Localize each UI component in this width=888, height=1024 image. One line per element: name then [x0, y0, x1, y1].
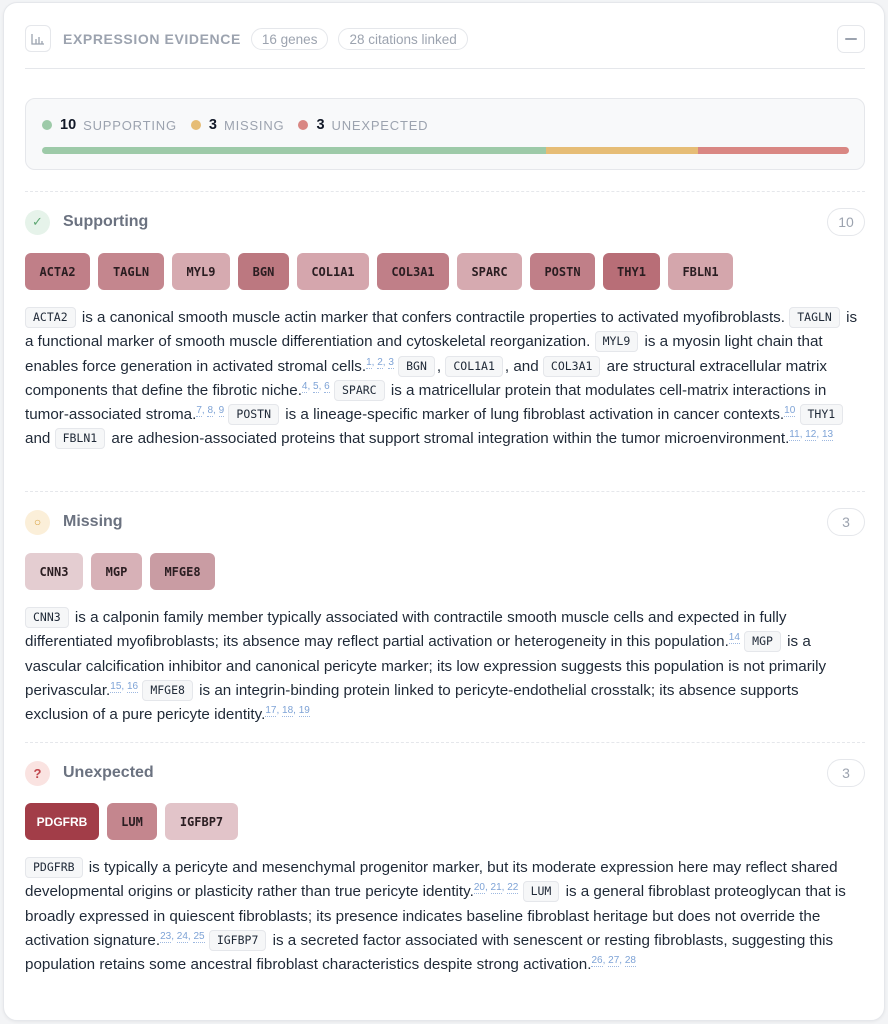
- gene-tag-mfge8[interactable]: MFGE8: [150, 553, 215, 590]
- gene-tag-myl9[interactable]: MYL9: [172, 253, 230, 290]
- citation-link[interactable]: 2: [377, 356, 383, 368]
- citation-link[interactable]: 22: [507, 882, 519, 894]
- citation-link[interactable]: 11: [789, 429, 800, 441]
- citation-link[interactable]: 24: [176, 930, 188, 942]
- gene-tag-postn[interactable]: POSTN: [530, 253, 595, 290]
- supporting-section-header: [25, 208, 865, 236]
- citation-link[interactable]: 7: [196, 405, 202, 417]
- unexpected-title: Unexpected: [63, 764, 154, 781]
- legend-missing: [191, 117, 285, 133]
- gene-code-pdgfrb: PDGFRB: [25, 857, 83, 878]
- citation-link[interactable]: 15: [110, 680, 122, 692]
- gene-code-bgn: BGN: [398, 356, 435, 377]
- gene-tag-bgn[interactable]: BGN: [238, 253, 289, 290]
- citation-link[interactable]: 13: [821, 429, 834, 441]
- missing-title: Missing: [63, 513, 123, 530]
- gene-code-mgp: MGP: [744, 631, 781, 652]
- gene-tag-tagln[interactable]: TAGLN: [98, 253, 164, 290]
- gene-code-mfge8: MFGE8: [142, 680, 193, 701]
- expression-evidence-card: [3, 2, 885, 1021]
- unexpected-section-header: [25, 759, 865, 787]
- citation-link[interactable]: 3: [388, 356, 394, 368]
- prose-text: are adhesion-associated proteins that support stromal integration within the tumor microenvironment.: [107, 430, 790, 448]
- section-title: EXPRESSION EVIDENCE: [63, 31, 241, 47]
- bar-chart-icon: [25, 25, 51, 52]
- bar-segment-unexpected: [698, 147, 849, 154]
- supporting-count-badge: 10: [827, 208, 865, 236]
- bar-segment-missing: [546, 147, 697, 154]
- unexpected-description: PDGFRB is typically a pericyte and mesenchymal progenitor marker, but its moderate expression here may reflect shared developmental origins or plasticity rather than true pericyte identity.$^{20,}$ $^{21,}$ $^{22}$ LUM is a general fibroblast proteoglycan that is broadly expressed in quiescent fibroblasts; its presence indicates baseline fibroblast heritage but does not override the activation signature.$^{23,}$ $^{24,}$ $^{25}$ IGFBP7 is a secreted factor associated with senescent or resting fibroblasts, suggesting this population retains some ancestral fibroblast characteristics despite strong activation.$^{26,}$ $^{27,}$ $^{28}$: [25, 859, 846, 974]
- gene-tag-sparc[interactable]: SPARC: [457, 253, 522, 290]
- prose-text: ,: [436, 357, 446, 375]
- unexpected-gene-tags: [25, 803, 238, 840]
- gene-code-cnn3: CNN3: [25, 607, 69, 628]
- divider: [25, 742, 865, 743]
- citation-link[interactable]: 21: [490, 882, 502, 894]
- citation-link[interactable]: 28: [624, 955, 636, 967]
- supporting-title: Supporting: [63, 213, 149, 230]
- citation-link[interactable]: 12: [805, 429, 817, 441]
- prose-text: are structural extracellular matrix components that define the fibrotic niche.: [25, 357, 827, 399]
- prose-text: and: [25, 430, 55, 448]
- prose-text: , and: [504, 357, 543, 375]
- supporting-count: 10: [60, 117, 77, 133]
- citation-link[interactable]: 8: [207, 405, 214, 417]
- supporting-label: SUPPORTING: [83, 117, 177, 133]
- unexpected-dot-icon: [298, 120, 308, 130]
- supporting-description: ACTA2 is a canonical smooth muscle actin marker that confers contractile properties to activated myofibroblasts. TAGLN is a functional marker of smooth muscle differentiation and cytoskeletal reorganization. MYL9 is a myosin light chain that enables force generation in activated stromal cells.$^{1,}$ $^{2,}$ $^3$ BGN , COL1A1 , and COL3A1 are structural extracellular matrix components that define the fibrotic niche.$^{4,}$ $^{5,}$ $^6$ SPARC is a matricellular protein that modulates cell-matrix interactions in tumor-associated stroma.$^{7,}$ $^{8,}$ $^9$ POSTN is a lineage-specific marker of lung fibroblast activation in cancer contexts.$^{10}$ THY1 and FBLN1 are adhesion-associated proteins that support stromal integration within the tumor microenvironment.$^{11,}$ $^{12,}$ $^{13}$: [25, 309, 858, 448]
- gene-code-col3a1: COL3A1: [543, 356, 601, 377]
- card-header: [25, 25, 865, 69]
- citation-link[interactable]: 17: [265, 705, 277, 717]
- citation-link[interactable]: 16: [126, 680, 139, 692]
- divider: [25, 191, 865, 192]
- minus-icon: [845, 38, 857, 40]
- citation-link[interactable]: 9: [218, 405, 225, 417]
- legend-unexpected: [298, 117, 428, 133]
- prose-text: is an integrin-binding protein linked to pericyte-endothelial crosstalk; its absence supports exclusion of a pure pericyte identity.: [25, 681, 799, 724]
- missing-dot-icon: [191, 120, 201, 130]
- citation-link[interactable]: 10: [784, 405, 796, 417]
- gene-code-fbln1: FBLN1: [55, 428, 106, 449]
- genes-count-pill: 16 genes: [251, 28, 329, 50]
- prose-text: is a secreted factor associated with senescent or resting fibroblasts, suggesting this population retains some ancestral fibroblast characteristics despite strong activation.: [25, 931, 834, 974]
- prose-text: is a functional marker of smooth muscle differentiation and cytoskeletal reorganization.: [25, 309, 858, 351]
- unexpected-label: UNEXPECTED: [331, 117, 429, 133]
- check-icon: ✓: [25, 210, 50, 235]
- prose-text: is typically a pericyte and mesenchymal progenitor marker, but its moderate expression here may reflect shared developmental origins or plasticity rather than true pericyte identity.: [25, 859, 838, 901]
- divider: [25, 491, 865, 492]
- prose-text: is a canonical smooth muscle actin marker that confers contractile properties to activated myofibroblasts.: [77, 309, 790, 326]
- supporting-dot-icon: [42, 120, 52, 130]
- gene-tag-igfbp7[interactable]: IGFBP7: [165, 803, 238, 840]
- citation-link[interactable]: 6: [324, 380, 330, 392]
- gene-code-tagln: TAGLN: [789, 307, 840, 328]
- collapse-button[interactable]: [837, 25, 865, 53]
- citation-link[interactable]: 5: [313, 380, 319, 392]
- gene-code-postn: POSTN: [228, 404, 279, 425]
- citation-link[interactable]: 25: [193, 930, 205, 942]
- prose-text: is a matricellular protein that modulates cell-matrix interactions in tumor-associated stroma.: [25, 381, 827, 424]
- gene-code-sparc: SPARC: [334, 380, 385, 401]
- gene-code-col1a1: COL1A1: [445, 356, 503, 377]
- gene-tag-col1a1[interactable]: COL1A1: [297, 253, 369, 290]
- citation-link[interactable]: 26: [591, 955, 603, 967]
- missing-label: MISSING: [223, 117, 285, 133]
- circle-outline-icon: ○: [25, 510, 50, 535]
- citation-link[interactable]: 20: [473, 882, 485, 894]
- gene-tag-acta2[interactable]: ACTA2: [25, 253, 90, 290]
- citation-link[interactable]: 18: [282, 705, 294, 717]
- question-icon: ?: [25, 761, 50, 786]
- prose-text: is a myosin light chain that enables force generation in activated stromal cells.: [25, 333, 823, 375]
- citation-link[interactable]: 27: [608, 955, 620, 967]
- prose-text: is a general fibroblast proteoglycan that is broadly expressed in quiescent fibroblasts; its presence indicates baseline fibroblast heritage but does not override the activation signature.: [25, 883, 846, 949]
- missing-section-header: [25, 508, 865, 536]
- summary-legend: [42, 117, 442, 133]
- citation-link[interactable]: 1: [366, 356, 372, 368]
- gene-tag-col3a1[interactable]: COL3A1: [377, 253, 449, 290]
- gene-code-acta2: ACTA2: [25, 307, 76, 328]
- legend-supporting: [42, 117, 177, 133]
- citation-link[interactable]: 14: [728, 632, 740, 644]
- bar-segment-supporting: [42, 147, 546, 154]
- missing-gene-tags: [25, 553, 215, 590]
- prose-text: is a vascular calcification inhibitor and canonical pericyte marker; its low expression suggests this population is not primarily perivascular.: [25, 633, 827, 699]
- evidence-summary: [25, 98, 865, 170]
- citation-link[interactable]: 23: [160, 930, 172, 942]
- gene-tag-fbln1[interactable]: FBLN1: [668, 253, 733, 290]
- gene-code-myl9: MYL9: [595, 331, 639, 352]
- prose-text: is a lineage-specific marker of lung fibroblast activation in cancer contexts.: [281, 406, 785, 424]
- citation-link[interactable]: 19: [298, 705, 310, 717]
- prose-text: is a calponin family member typically associated with contractile smooth muscle cells and expected in fully differentiated myofibroblasts; its absence may reflect partial activation or heterogeneity in this population.: [25, 609, 787, 651]
- supporting-gene-tags: [25, 253, 733, 290]
- missing-count: 3: [208, 117, 217, 133]
- unexpected-count: 3: [316, 117, 325, 133]
- gene-tag-mgp[interactable]: MGP: [91, 553, 142, 590]
- citation-link[interactable]: 4: [301, 380, 308, 392]
- missing-count-badge: 3: [827, 508, 865, 536]
- unexpected-count-badge: 3: [827, 759, 865, 787]
- gene-code-lum: LUM: [523, 881, 560, 902]
- gene-code-thy1: THY1: [800, 404, 844, 425]
- gene-tag-thy1[interactable]: THY1: [603, 253, 660, 290]
- gene-code-igfbp7: IGFBP7: [209, 930, 267, 951]
- citations-count-pill: 28 citations linked: [338, 28, 467, 50]
- gene-tag-lum[interactable]: LUM: [107, 803, 157, 840]
- distribution-bar: [42, 147, 849, 154]
- gene-tag-pdgfrb[interactable]: PDGFRB: [25, 803, 99, 840]
- gene-tag-cnn3[interactable]: CNN3: [25, 553, 83, 590]
- missing-description: CNN3 is a calponin family member typically associated with contractile smooth muscle cells and expected in fully differentiated myofibroblasts; its absence may reflect partial activation or heterogeneity in this population.$^{14}$ MGP is a vascular calcification inhibitor and canonical pericyte marker; its low expression suggests this population is not primarily perivascular.$^{15,}$ $^{16}$ MFGE8 is an integrin-binding protein linked to pericyte-endothelial crosstalk; its absence supports exclusion of a pure pericyte identity.$^{17,}$ $^{18,}$ $^{19}$: [25, 609, 827, 724]
